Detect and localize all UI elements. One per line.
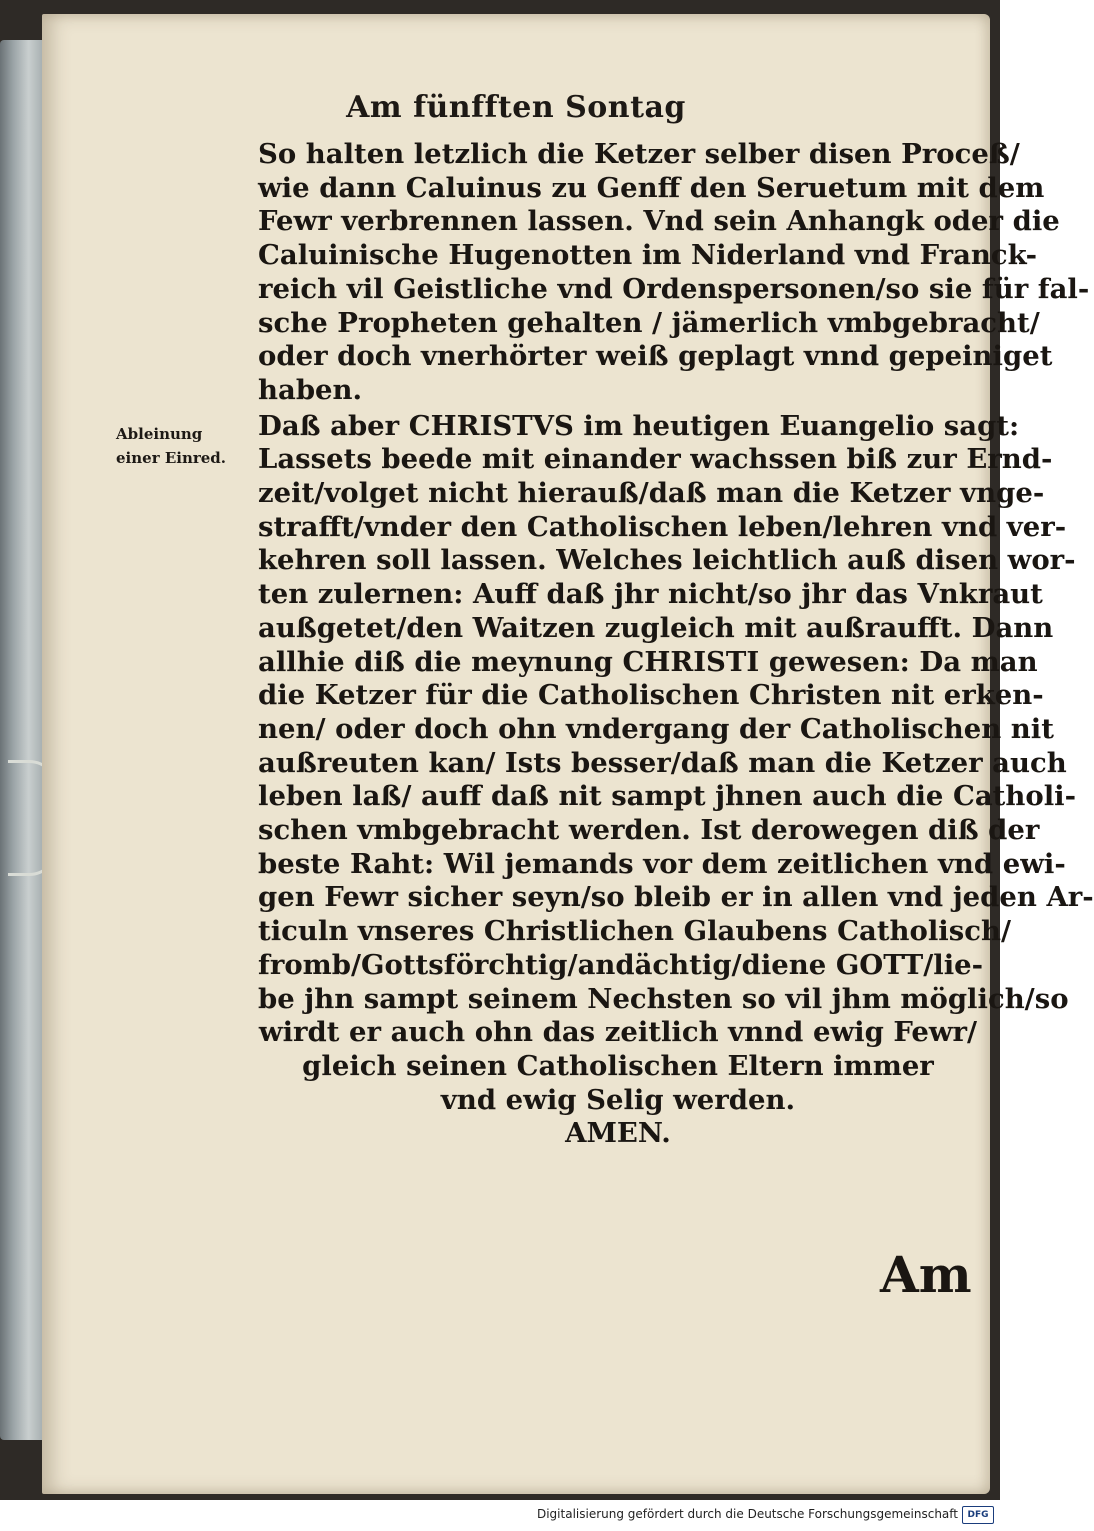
text-line: gleich seinen Catholischen Eltern immer	[302, 1049, 934, 1082]
text-line: zeit/volget nicht hierauß/daß man die Ketzer vnge-	[258, 477, 1045, 510]
closing-amen: AMEN.	[565, 1117, 671, 1150]
text-line: außgetet/den Waitzen zugleich mit außraufft. Dann	[258, 611, 1054, 644]
margin-note-line: einer Einred.	[116, 449, 227, 467]
text-line: reich vil Geistliche vnd Ordenspersonen/so sie für fal-	[258, 272, 1090, 305]
dfg-logo: DFG	[962, 1506, 994, 1524]
text-line: haben.	[258, 373, 363, 406]
text-line: Daß aber CHRISTVS im heutigen Euangelio sagt:	[258, 409, 1020, 442]
text-line: oder doch vnerhörter weiß geplagt vnnd gepeiniget	[258, 340, 1053, 373]
text-line: nen/ oder doch ohn vndergang der Catholischen nit	[258, 712, 1054, 745]
catchword: Am	[880, 1245, 972, 1304]
text-line: wirdt er auch ohn das zeitlich vnnd ewig Fewr/	[258, 1016, 978, 1049]
running-header: Am fünfften Sontag	[346, 90, 686, 125]
text-line: So halten letzlich die Ketzer selber disen Proceß/	[258, 138, 1020, 170]
text-line: be jhn sampt seinem Nechsten so vil jhm möglich/so	[258, 982, 1069, 1015]
text-line: fromb/Gottsförchtig/andächtig/diene GOTT/lie-	[258, 948, 984, 981]
text-line: Caluinische Hugenotten im Niderland vnd Franck-	[258, 239, 1038, 272]
text-line: allhie diß die meynung CHRISTI gewesen: Da man	[258, 645, 1038, 678]
margin-note-line: Ableinung	[116, 425, 203, 443]
text-line: ticuln vnseres Christlichen Glaubens Catholisch/	[258, 915, 1012, 948]
text-line: außreuten kan/ Ists besser/daß man die Ketzer auch	[258, 746, 1067, 779]
text-line: beste Raht: Wil jemands vor dem zeitlichen vnd ewi-	[258, 847, 1066, 880]
funding-credit: Digitalisierung gefördert durch die Deutsche Forschungsgemeinschaft	[536, 1507, 958, 1521]
text-line: ten zulernen: Auff daß jhr nicht/so jhr das Vnkraut	[258, 578, 1043, 611]
text-line: leben laß/ auff daß nit sampt jhnen auch die Catholi-	[258, 780, 1077, 813]
text-line: strafft/vnder den Catholischen leben/lehren vnd ver-	[258, 510, 1067, 543]
margin-note	[116, 422, 256, 470]
text-line: schen vmbgebracht werden. Ist derowegen diß der	[258, 814, 1040, 847]
text-line: die Ketzer für die Catholischen Christen nit erken-	[258, 679, 1044, 712]
text-line: sche Propheten gehalten / jämerlich vmbgebracht/	[258, 306, 1040, 339]
text-line: wie dann Caluinus zu Genff den Seruetum mit dem	[258, 171, 1045, 204]
body-text	[258, 138, 1094, 1151]
text-line: kehren soll lassen. Welches leichtlich auß disen wor-	[258, 544, 1076, 577]
text-line: Lassets beede mit einander wachssen biß zur Ernd-	[258, 443, 1053, 476]
text-line: Fewr verbrennen lassen. Vnd sein Anhangk oder die	[258, 205, 1060, 238]
text-line: vnd ewig Selig werden.	[440, 1083, 796, 1116]
text-line: gen Fewr sicher seyn/so bleib er in allen vnd jeden Ar-	[258, 881, 1094, 914]
